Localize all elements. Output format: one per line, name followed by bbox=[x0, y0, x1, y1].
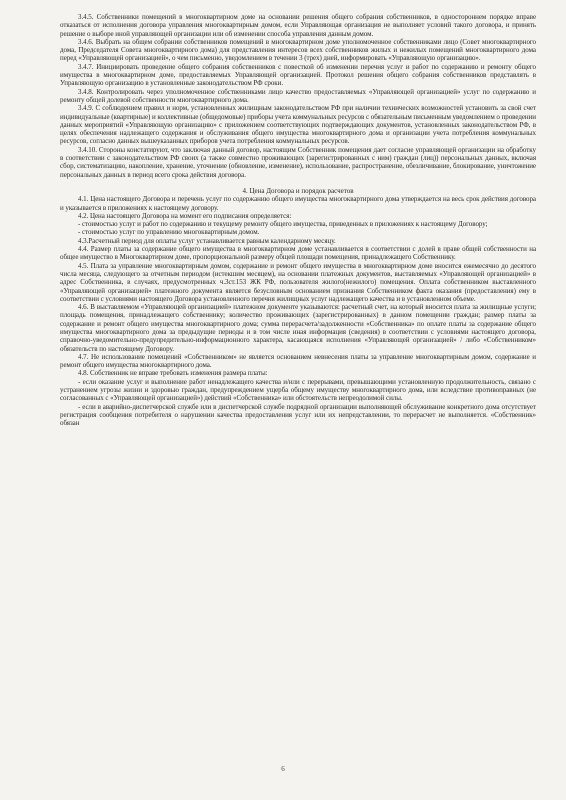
clause-4-8-a: - если оказание услуг и выполнение работ ненадлежащего качества и/или с перерывами, превышающими установленную продолжительность, связано с устранением угрозы жизни и здоровью граждан, предупреждением ущерба общему имуществу многоквартирного дома, или вследствие противоправных (не согласованных с «Управляющей организацией») действий «Собственника» или обстоятельств непреодолимой силы. bbox=[60, 377, 536, 403]
clause-4-2: 4.2. Цена настоящего Договора на момент его подписания определяется: bbox=[78, 211, 292, 220]
clause-4-8-b: - если в аварийно-диспетчерской службе или в диспетчерской службе подрядной организации выполняющей обслуживание конкретного дома отсутствует регистрация сообщения потребителя о нарушении качества предоставления услуг или их непредставлении, то перерасчет не выполняется. «Собственник» обязан bbox=[60, 402, 536, 428]
clauses-section-4 bbox=[60, 195, 536, 427]
clause-4-7: 4.7. Не использование помещений «Собственником» не является основанием невнесения платы за управление многоквартирным домом, содержание и ремонт общего имущества многоквартирного дома. bbox=[60, 352, 536, 370]
clauses-section-3 bbox=[60, 13, 536, 179]
clause-4-2-b: - стоимостью услуг по управлению многоквартирным домом. bbox=[78, 228, 260, 237]
clause-4-6: 4.6. В выставляемом «Управляющей организацией» платежном документе указываются: расчетный счет, на который вносится плата за жилищные услуги; площадь помещения, принадлежащего собственнику; количество проживающих (зарегистрированных) в данном помещении граждан; размер платы за содержание и ремонт общего имущества многоквартирного дома; сумма перерасчета/задолженности «Собственника» по оплате платы за содержание общего имущества многоквартирного дома за предыдущие периоды и в том числе иная информация (сведения) в соответствии с условиями настоящего договора, справочно-уведомительно-предупредительно-информационного характера, касающаяся исполнения «Управляющей организацией» / либо «Собственником» обязательств по настоящему Договору. bbox=[60, 303, 536, 353]
clause-3-4-8: 3.4.8. Контролировать через уполномоченное собственниками лицо качество предоставляемых «Управляющей организацией» услуг по содержанию и ремонту общей долевой собственности многоквартирного дома. bbox=[60, 87, 536, 104]
clause-3-4-10: 3.4.10. Стороны констатируют, что заключая данный договор, настоящим Собственник помещения дает согласие управляющей организации на обработку в соответствии с законодательством РФ своих (а также совместно проживающих (зарегистрированных с ним) граждан (лиц)) персональных данных, включая сбор, систематизацию, накопление, хранение, уточнение (обновление, изменение), использование, распространение, обезличивание, блокирование, уничтожение персональных данных в период всего срока действия договора. bbox=[60, 145, 536, 179]
clause-3-4-7: 3.4.7. Инициировать проведение общего собрания собственников с повесткой об изменении перечня услуг и работ по содержанию и ремонту общего имущества в многоквартирном доме, предоставляемых Управляющей организацией. Протокол решения общего собрания собственников представлять в Управляющую организацию в установленные законодательством РФ сроки. bbox=[60, 62, 536, 88]
clause-4-1: 4.1. Цена настоящего Договора и перечень услуг по содержанию общего имущества многоквартирного дома утверждается на весь срок действия договора и указывается в приложениях к настоящему договору. bbox=[60, 195, 536, 212]
clause-3-4-6: 3.4.6. Выбрать на общем собрании собственников помещений в многоквартирном доме уполномоченное собственниками лицо (Совет многоквартирного дома, Председателя Совета многоквартирного дома) для представления интересов всех собственников жилых и нежилых помещений многоквартирного дома перед «Управляющей организацией», о чем письменно, уведомлением в течении 3 (трех) дней, информировать «Управляющую организацию». bbox=[60, 37, 536, 63]
clause-3-4-9: 3.4.9. С соблюдением правил и норм, установленных жилищным законодательством РФ при наличии технических возможностей установить за свой счет индивидуальные (квартирные) и коллективные (общедомовые) приборы учета коммунальных ресурсов с обязательным письменным уведомлением о проведении данных мероприятий «Управляющую организацию» с приложением соответствующих подтверждающих документов, установленных законодательством РФ, в целях обеспечения надлежащего содержания и обслуживания общего имущества многоквартирного дома и организации учета потребления коммунальных ресурсов, согласно данных вышеуказанных приборов учета потребления коммунальных ресурсов. bbox=[60, 104, 537, 146]
clause-4-4: 4.4. Размер платы за содержание общего имущества в многоквартирном доме устанавливается в соответствии с долей в праве общей собственности на общее имущество в Многоквартирном доме, пропорциональной размеру общей площади помещения, принадлежащего Собственнику. bbox=[60, 245, 536, 262]
clause-3-4-5: 3.4.5. Собственники помещений в многоквартирном доме на основании решения общего собрания собственников, в одностороннем порядке вправе отказаться от исполнения договора управления многоквартирным домом, если Управляющая организация не выполняет условий такого договора, и принять решение о выборе иной управляющей организации или об изменении способа управления данным домом. bbox=[60, 13, 536, 38]
clause-4-3: 4.3.Расчетный период для оплаты услуг устанавливается равным календарному месяцу. bbox=[78, 236, 336, 245]
page-number: 6 bbox=[281, 765, 285, 773]
clause-4-8: 4.8. Собственник не вправе требовать изменения размера платы: bbox=[78, 369, 268, 378]
clause-4-5: 4.5. Плата за управление многоквартирным домом, содержание и ремонт общего имущества в многоквартирном доме вносится ежемесячно до десятого числа месяца, следующего за отчетным периодом (истекшим месяцем), на основании платежных документов, выставляемых «Управляющей организацией» в адрес Собственника, в случаях, предусмотренных ч.3ст.153 ЖК РФ, пользователя жилого(нежилого) помещения. Оплата собственником выставленного «Управляющей организацией» платежного документа является безусловным основанием признания Собственником факта оказания (предоставления) ему в соответствии с условиями настоящего Договора установленного перечня жилищных услуг надлежащего качества и в установленном объеме. bbox=[60, 261, 536, 303]
clause-4-2-a: - стоимостью услуг и работ по содержанию и текущему ремонту общего имущества, приведенных в приложениях к настоящему Договору; bbox=[78, 220, 488, 229]
section-heading: 4. Цена Договора и порядок расчетов bbox=[242, 186, 354, 195]
